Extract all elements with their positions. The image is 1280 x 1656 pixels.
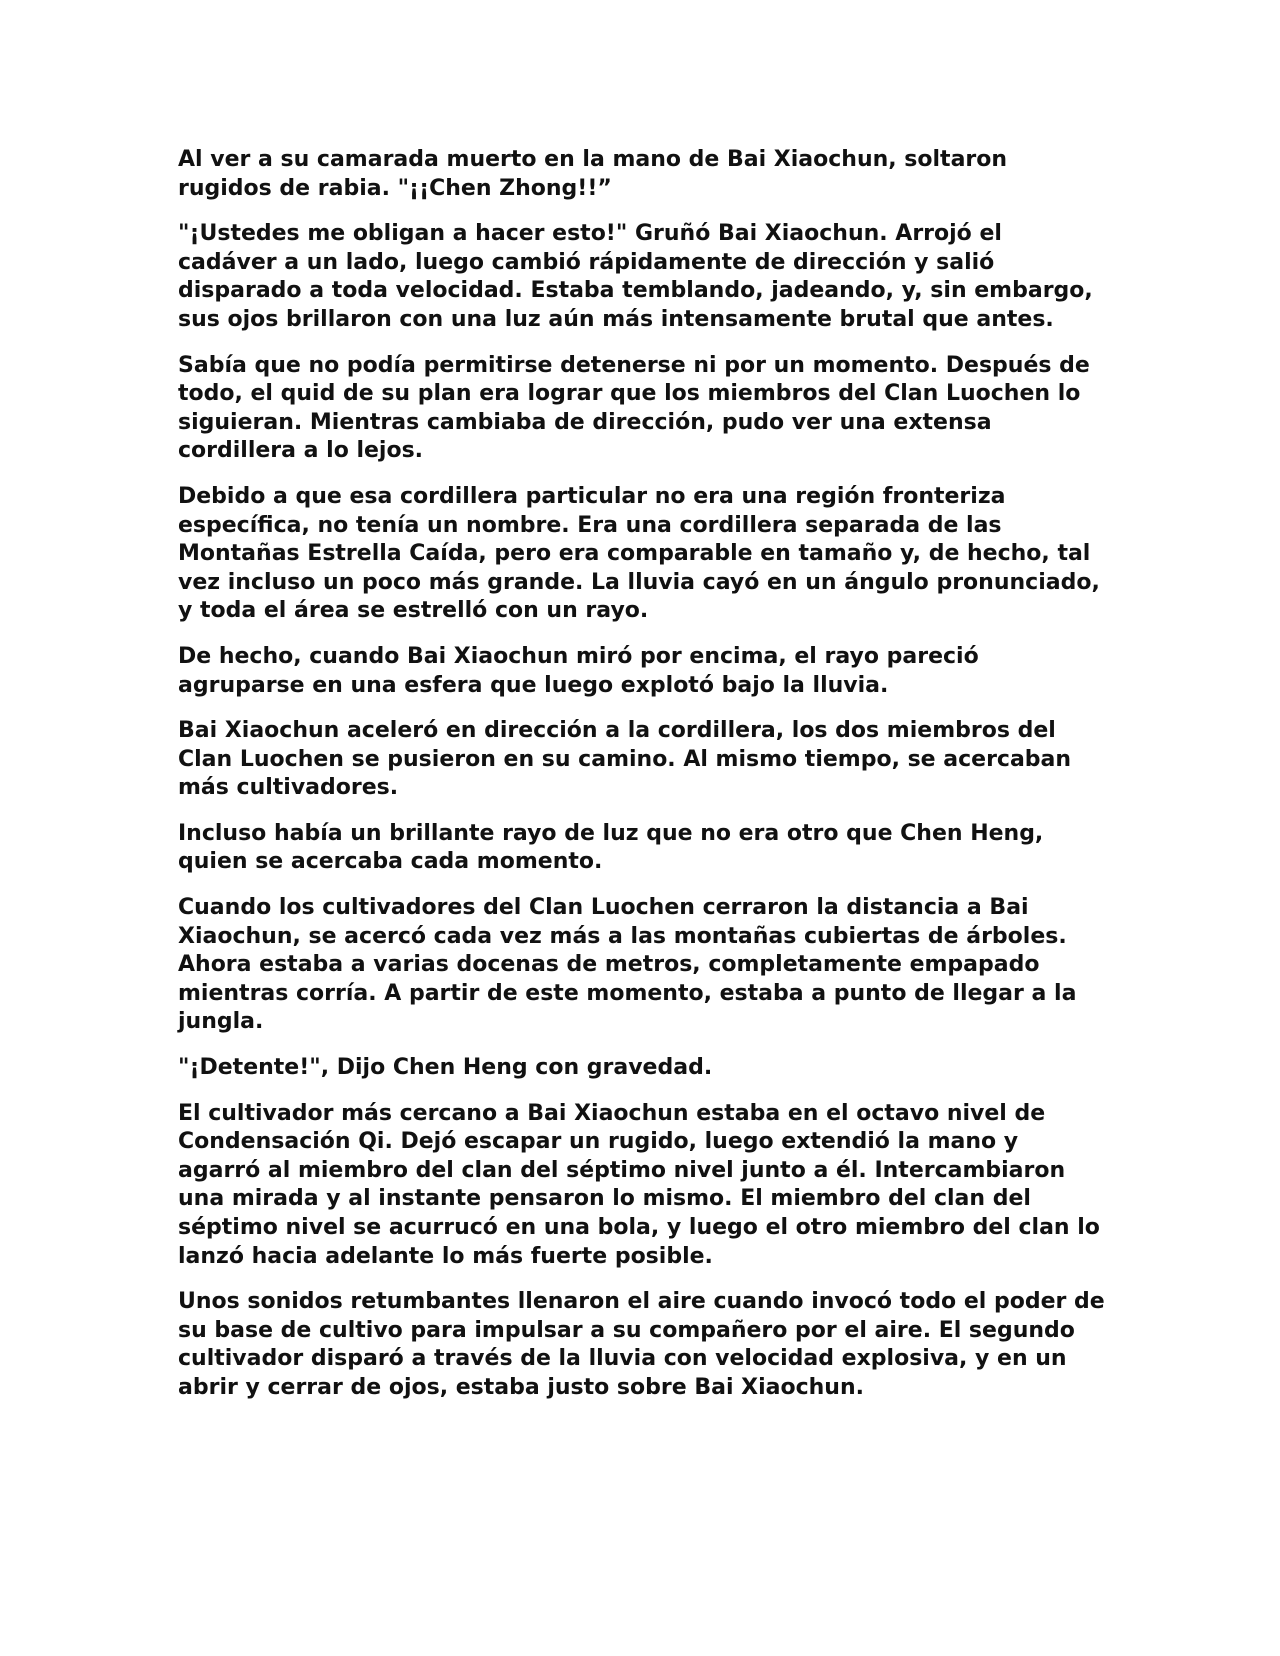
paragraph: Debido a que esa cordillera particular no era una región fronteriza específica, no tenía un nombre. Era una cordillera separada de las Montañas Estrella Caída, pero era comparable en tamaño y, de hecho, tal vez incluso un poco más grande. La lluvia cayó en un ángulo pronunciado, y toda el área se estrelló con un rayo. — [178, 483, 1100, 624]
paragraph: De hecho, cuando Bai Xiaochun miró por encima, el rayo pareció agruparse en una esfera que luego explotó bajo la lluvia. — [178, 643, 979, 698]
paragraph: "¡Ustedes me obligan a hacer esto!" Gruñó Bai Xiaochun. Arrojó el cadáver a un lado, luego cambió rápidamente de dirección y salió disparado a toda velocidad. Estaba temblando, jadeando, y, sin embargo, sus ojos brillaron con una luz aún más intensamente brutal que antes. — [178, 221, 1093, 332]
paragraph: "¡Detente!", Dijo Chen Heng con gravedad. — [178, 1055, 713, 1081]
paragraph: Bai Xiaochun aceleró en dirección a la cordillera, los dos miembros del Clan Luochen se pusieron en su camino. Al mismo tiempo, se acercaban más cultivadores. — [178, 718, 1072, 801]
paragraph: Al ver a su camarada muerto en la mano de Bai Xiaochun, soltaron rugidos de rabia. "¡¡Chen Zhong!!” — [178, 147, 1008, 201]
paragraph: Sabía que no podía permitirse detenerse ni por un momento. Después de todo, el quid de su plan era lograr que los miembros del Clan Luochen lo siguieran. Mientras cambiaba de dirección, pudo ver una extensa cordillera a lo lejos. — [178, 352, 1090, 464]
paragraph: Cuando los cultivadores del Clan Luochen cerraron la distancia a Bai Xiaochun, se acercó cada vez más a las montañas cubiertas de árboles. Ahora estaba a varias docenas de metros, completamente empapado mientras corría. A partir de este momento, estaba a punto de llegar a la jungla. — [178, 895, 1077, 1035]
paragraph: Incluso había un brillante rayo de luz que no era otro que Chen Heng, quien se acercaba cada momento. — [178, 820, 1044, 875]
paragraph: Unos sonidos retumbantes llenaron el aire cuando invocó todo el poder de su base de cultivo para impulsar a su compañero por el aire. El segundo cultivador disparó a través de la lluvia con velocidad explosiva, y en un abrir y cerrar de ojos, estaba justo sobre Bai Xiaochun. — [178, 1289, 1105, 1400]
paragraph: El cultivador más cercano a Bai Xiaochun estaba en el octavo nivel de Condensación Qi. Dejó escapar un rugido, luego extendió la mano y agarró al miembro del clan del séptimo nivel junto a él. Intercambiaron una mirada y al instante pensaron lo mismo. El miembro del clan del séptimo nivel se acurrucó en una bola, y luego el otro miembro del clan lo lanzó hacia adelante lo más fuerte posible. — [178, 1100, 1100, 1269]
document-body — [178, 146, 1108, 1420]
